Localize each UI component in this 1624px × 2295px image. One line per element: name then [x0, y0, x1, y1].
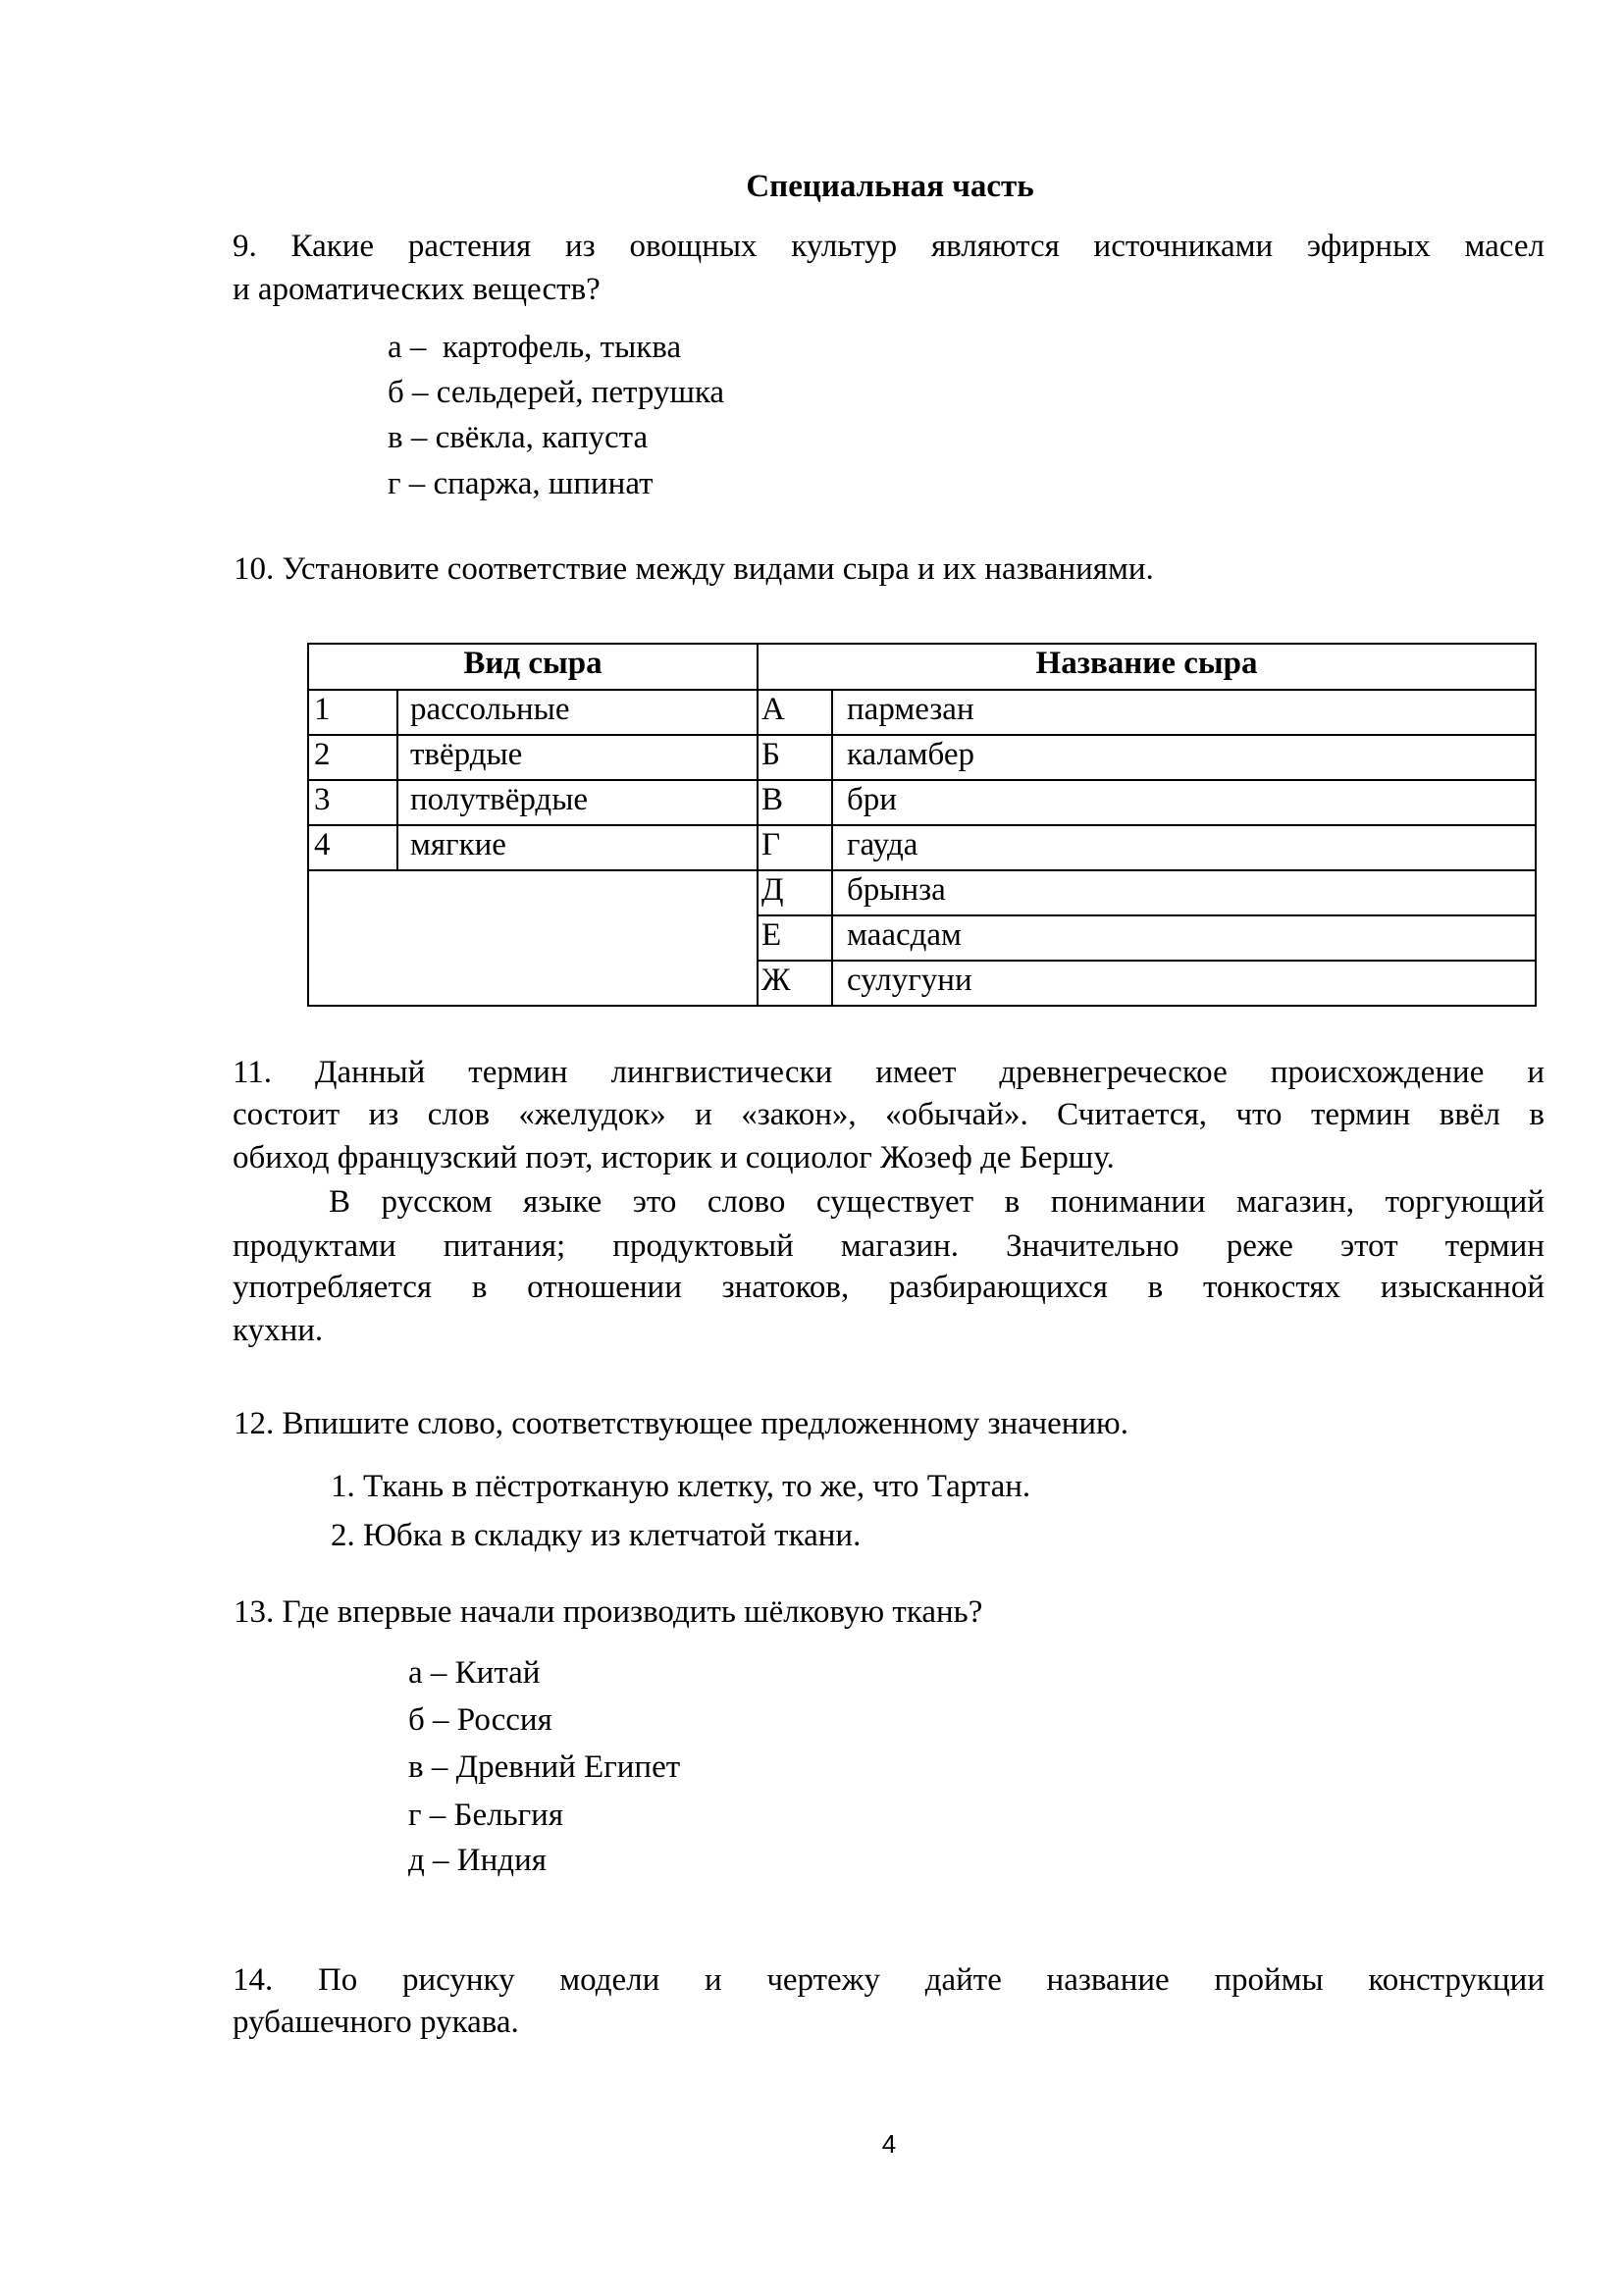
table-header-row	[308, 644, 1536, 690]
name-letter: Ж	[758, 961, 832, 1006]
question-9-text-line-1: 9. Какие растения из овощных культур являются источниками эфирных масел	[233, 229, 1545, 264]
type-number: 1	[308, 690, 397, 735]
name-label: бри	[832, 780, 1536, 825]
type-label: полутвёрдые	[397, 780, 758, 825]
name-label: брынза	[832, 870, 1536, 915]
section-title: Специальная часть	[746, 169, 1034, 204]
name-letter: А	[758, 690, 832, 735]
name-label: каламбер	[832, 735, 1536, 780]
question-12-item-2: 2. Юбка в складку из клетчатой ткани.	[331, 1518, 862, 1553]
name-label: маасдам	[832, 915, 1536, 961]
page-number: 4	[881, 2129, 897, 2159]
question-11-line-6: употребляется в отношении знатоков, разбирающихся в тонкостях изысканной	[233, 1270, 1545, 1305]
empty-merged-cell	[308, 870, 758, 1006]
question-10-text: 10. Установите соответствие между видами сыра и их названиями.	[234, 551, 1154, 587]
question-9-option-v: в – свёкла, капуста	[388, 420, 649, 455]
name-letter: Б	[758, 735, 832, 780]
name-label: пармезан	[832, 690, 1536, 735]
question-11-line-2: состоит из слов «желудок» и «закон», «обычай». Считается, что термин ввёл в	[233, 1097, 1545, 1132]
question-9-option-b: б – сельдерей, петрушка	[388, 375, 725, 410]
question-13-option-a: а – Китай	[408, 1655, 541, 1691]
name-letter: Д	[758, 870, 832, 915]
question-12-text: 12. Впишите слово, соответствующее предложенному значению.	[234, 1406, 1128, 1441]
question-13-option-b: б – Россия	[408, 1702, 552, 1738]
question-11-line-7: кухни.	[233, 1313, 324, 1348]
question-14-line-2: рубашечного рукава.	[233, 2005, 519, 2040]
table-row	[308, 870, 1536, 915]
type-label: твёрдые	[397, 735, 758, 780]
question-11-line-4: В русском языке это слово существует в понимании магазин, торгующий	[329, 1184, 1545, 1220]
question-9-text-line-2: и ароматических веществ?	[233, 272, 601, 307]
table-row	[308, 690, 1536, 735]
type-number: 4	[308, 825, 397, 870]
question-13-option-g: г – Бельгия	[408, 1798, 564, 1833]
question-11-line-1: 11. Данный термин лингвистически имеет древнегреческое происхождение и	[233, 1055, 1545, 1090]
type-label: мягкие	[397, 825, 758, 870]
question-11-line-5: продуктами питания; продуктовый магазин. Значительно реже этот термин	[233, 1228, 1545, 1264]
question-13-option-v: в – Древний Египет	[408, 1749, 681, 1785]
cheese-matching-table	[307, 643, 1537, 1007]
question-13-text: 13. Где впервые начали производить шёлковую ткань?	[234, 1594, 983, 1630]
type-label: рассольные	[397, 690, 758, 735]
header-cheese-name: Название сыра	[758, 644, 1536, 690]
question-13-option-d: д – Индия	[408, 1843, 547, 1878]
table-row	[308, 735, 1536, 780]
table-row	[308, 825, 1536, 870]
name-label: сулугуни	[832, 961, 1536, 1006]
question-11-line-3: обиход французский поэт, историк и социолог Жозеф де Бершу.	[233, 1140, 1115, 1175]
name-letter: Е	[758, 915, 832, 961]
type-number: 2	[308, 735, 397, 780]
question-12-item-1: 1. Ткань в пёстротканую клетку, то же, что Тартан.	[331, 1469, 1031, 1504]
name-label: гауда	[832, 825, 1536, 870]
type-number: 3	[308, 780, 397, 825]
question-14-line-1: 14. По рисунку модели и чертежу дайте название проймы конструкции	[233, 1962, 1545, 1998]
question-9-option-a: а – картофель, тыква	[388, 330, 682, 365]
header-cheese-type: Вид сыра	[308, 644, 758, 690]
table-row	[308, 780, 1536, 825]
name-letter: Г	[758, 825, 832, 870]
question-9-option-g: г – спаржа, шпинат	[388, 466, 654, 501]
name-letter: В	[758, 780, 832, 825]
